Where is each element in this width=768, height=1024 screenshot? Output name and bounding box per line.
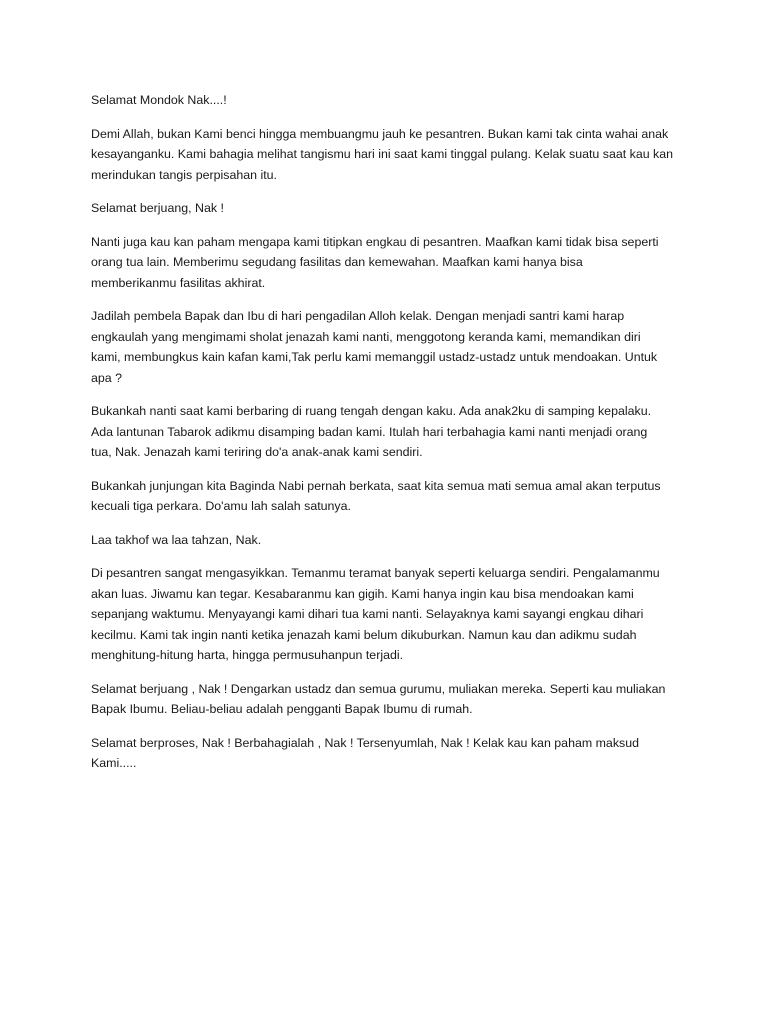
paragraph-nanti bbox=[91, 232, 681, 294]
text-line: Jadilah pembela Bapak dan Ibu di hari pengadilan Alloh kelak. Dengan menjadi santri kami harap bbox=[91, 309, 625, 323]
text-line: orang tua lain. Memberimu segudang fasilitas dan kemewahan. Maafkan kami hanya bisa bbox=[91, 255, 583, 269]
text-line: memberikanmu fasilitas akhirat. bbox=[91, 275, 266, 290]
paragraph-selamat-berjuang bbox=[91, 198, 681, 219]
paragraph-bukankah-junjungan bbox=[91, 476, 681, 517]
text-line: sepanjang waktumu. Menyayangi kami dihari tua kami nanti. Selayaknya kami sayangi engkau dihari bbox=[91, 607, 644, 621]
text-line: kesayanganku. Kami bahagia melihat tangismu hari ini saat kami tinggal pulang. Kelak suatu saat kau kan bbox=[91, 147, 674, 161]
text-line: kecuali tiga perkara. Do'amu lah salah satunya. bbox=[91, 499, 351, 513]
text-line: Ada lantunan Tabarok adikmu disamping badan kami. Itulah hari terbahagia kami nanti menjadi orang bbox=[91, 424, 648, 439]
text-line: Selamat Mondok Nak....! bbox=[91, 93, 227, 107]
paragraph-greeting bbox=[91, 90, 681, 111]
text-line: kecilmu. Kami tak ingin nanti ketika jenazah kami belum dikuburkan. Namun kau dan adikmu sudah bbox=[91, 627, 637, 642]
paragraph-bukankah-nanti bbox=[91, 401, 681, 463]
text-line: Kami..... bbox=[91, 756, 137, 770]
paragraph-jadilah bbox=[91, 306, 681, 388]
paragraph-di-pesantren bbox=[91, 563, 681, 666]
text-line: merindukan tangis perpisahan itu. bbox=[91, 167, 277, 182]
text-line: Demi Allah, bukan Kami benci hingga membuangmu jauh ke pesantren. Bukan kami tak cinta wahai anak bbox=[91, 126, 669, 141]
paragraph-demi-allah bbox=[91, 124, 681, 186]
text-line: menghitung-hitung harta, hingga permusuhanpun terjadi. bbox=[91, 648, 404, 662]
text-line: Bukankah junjungan kita Baginda Nabi pernah berkata, saat kita semua mati semua amal akan terputus bbox=[91, 478, 661, 493]
text-line: akan luas. Jiwamu kan tegar. Kesabaranmu kan gigih. Kami hanya ingin kau bisa mendoakan kami bbox=[91, 586, 634, 601]
text-line: kami, membungkus kain kafan kami,Tak perlu kami memanggil ustadz-ustadz untuk mendoakan. Untuk bbox=[91, 350, 658, 364]
paragraph-selamat-berproses bbox=[91, 733, 681, 774]
text-line: Di pesantren sangat mengasyikkan. Temanmu teramat banyak seperti keluarga sendiri. Pengalamanmu bbox=[91, 566, 660, 580]
letter-body bbox=[91, 90, 681, 787]
text-line: Selamat berjuang , Nak ! Dengarkan ustadz dan semua gurumu, muliakan mereka. Seperti kau muliakan bbox=[91, 681, 666, 696]
text-line: Selamat berjuang, Nak ! bbox=[91, 201, 224, 215]
text-line: apa ? bbox=[91, 370, 123, 385]
text-line: Laa takhof wa laa tahzan, Nak. bbox=[91, 532, 262, 547]
paragraph-laa-takhof bbox=[91, 530, 681, 551]
text-line: Selamat berproses, Nak ! Berbahagialah , Nak ! Tersenyumlah, Nak ! Kelak kau kan paham maksud bbox=[91, 735, 639, 750]
text-line: Nanti juga kau kan paham mengapa kami titipkan engkau di pesantren. Maafkan kami tidak bisa seperti bbox=[91, 234, 659, 249]
text-line: Bapak Ibumu. Beliau-beliau adalah pengganti Bapak Ibumu di rumah. bbox=[91, 702, 473, 716]
text-line: tua, Nak. Jenazah kami teriring do'a anak-anak kami sendiri. bbox=[91, 445, 423, 459]
text-line: Bukankah nanti saat kami berbaring di ruang tengah dengan kaku. Ada anak2ku di samping kepalaku. bbox=[91, 404, 652, 418]
text-line: engkaulah yang mengimami sholat jenazah kami nanti, menggotong keranda kami, memandikan diri bbox=[91, 329, 641, 344]
paragraph-dengarkan-ustadz bbox=[91, 679, 681, 720]
